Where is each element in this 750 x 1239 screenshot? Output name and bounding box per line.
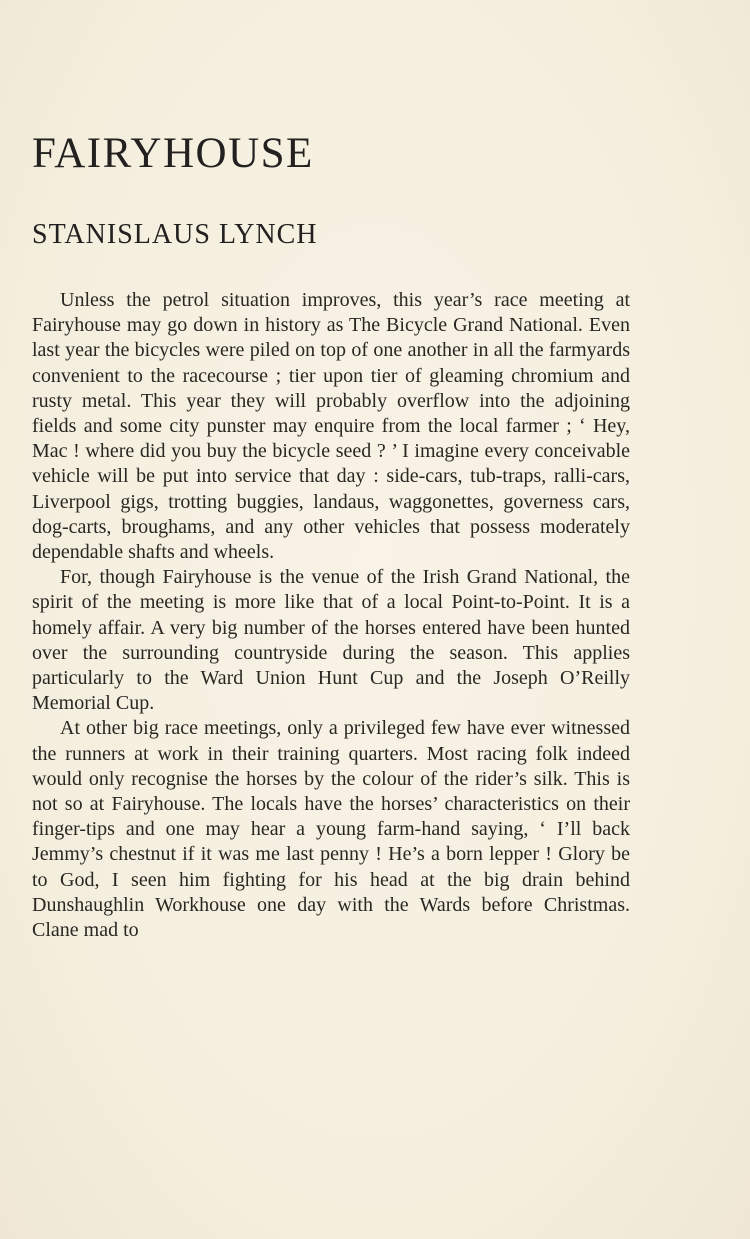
- article-title: FAIRYHOUSE: [32, 130, 314, 177]
- paragraph: For, though Fairyhouse is the venue of the Irish Grand National, the spirit of the meeting is more like that of a local Point-to-Point. It is a homely affair. A very big number of the horses entered have been hunted over the surrounding countryside during the season. This applies particularly to the Ward Union Hunt Cup and the Joseph O’Reilly Memorial Cup.: [32, 566, 630, 715]
- paragraph: Unless the petrol situation improves, this year’s race meeting at Fairyhouse may go down in history as The Bicycle Grand National. Even last year the bicycles were piled on top of one another in all the farmyards convenient to the racecourse ; tier upon tier of gleaming chromium and rusty metal. This year they will probably overflow into the adjoining fields and some city punster may enquire from the local farmer ; ‘ Hey, Mac ! where did you buy the bicycle seed ? ’ I imagine every conceivable vehicle will be put into service that day : side-cars, tub-traps, ralli-cars, Liverpool gigs, trotting buggies, landaus, waggonettes, governess cars, dog-carts, broughams, and any other vehicles that possess moderately dependable shafts and wheels.: [32, 289, 630, 564]
- paragraph: At other big race meetings, only a privileged few have ever witnessed the runners at work in their training quarters. Most racing folk indeed would only recognise the horses by the colour of the rider’s silk. This is not so at Fairyhouse. The locals have the horses’ characteristics on their finger-tips and one may hear a young farm-hand saying, ‘ I’ll back Jemmy’s chestnut if it was me last penny ! He’s a born lepper ! Glory be to God, I seen him fighting for his head at the big drain behind Dunshaughlin Workhouse one day with the Wards before Christmas. Clane mad to: [32, 717, 630, 942]
- article-author: STANISLAUS LYNCH: [32, 219, 318, 250]
- article-body: [32, 288, 630, 943]
